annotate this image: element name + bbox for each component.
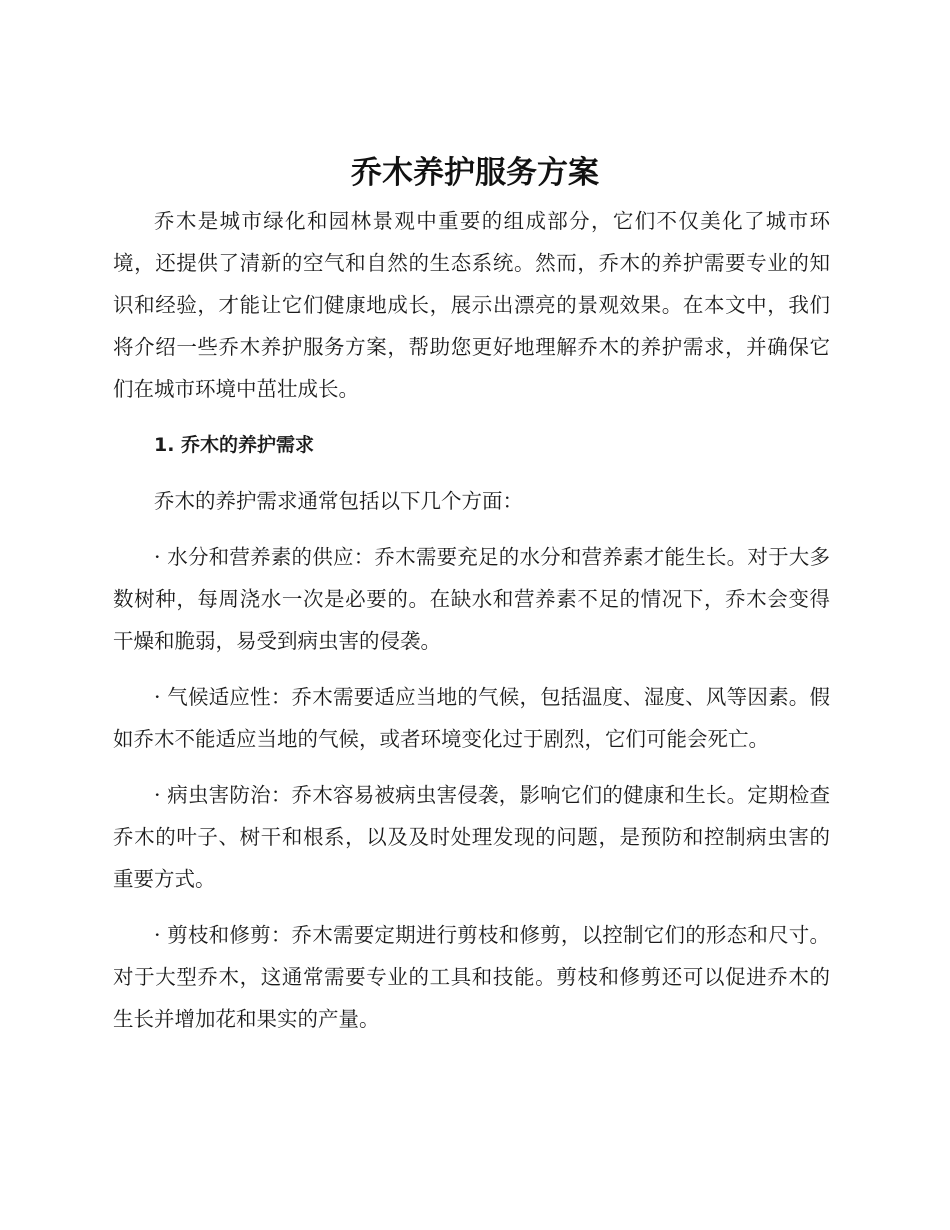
spacer — [113, 522, 830, 536]
intro-paragraph: 乔木是城市绿化和园林景观中重要的组成部分，它们不仅美化了城市环境，还提供了清新的空气和自然的生态系统。然而，乔木的养护需要专业的知识和经验，才能让它们健康地成长，展示出漂亮的景观效果。在本文中，我们将介绍一些乔木养护服务方案，帮助您更好地理解乔木的养护需求，并确保它们在城市环境中茁壮成长。 — [113, 209, 830, 401]
spacer — [113, 662, 830, 676]
list-item-pest-control: · 病虫害防治：乔木容易被病虫害侵袭，影响它们的健康和生长。定期检查乔木的叶子、树干和根系，以及及时处理发现的问题，是预防和控制病虫害的重要方式。 — [113, 783, 830, 891]
spacer — [113, 900, 830, 914]
list-item-pruning: · 剪枝和修剪：乔木需要定期进行剪枝和修剪，以控制它们的形态和尺寸。对于大型乔木，这通常需要专业的工具和技能。剪枝和修剪还可以促进乔木的生长并增加花和果实的产量。 — [113, 923, 830, 1031]
spacer — [113, 760, 830, 774]
spacer — [113, 466, 830, 480]
section-heading-1: 1. 乔木的养护需求 — [154, 434, 315, 456]
list-item-climate-adaptability: · 气候适应性：乔木需要适应当地的气候，包括温度、湿度、风等因素。假如乔木不能适应当地的气候，或者环境变化过于剧烈，它们可能会死亡。 — [113, 685, 830, 751]
list-item-water-nutrients: · 水分和营养素的供应：乔木需要充足的水分和营养素才能生长。对于大多数树种，每周浇水一次是必要的。在缺水和营养素不足的情况下，乔木会变得干燥和脆弱，易受到病虫害的侵袭。 — [113, 545, 830, 653]
section-lead-paragraph: 乔木的养护需求通常包括以下几个方面： — [154, 489, 523, 513]
spacer — [113, 410, 830, 424]
page-title: 乔木养护服务方案 — [351, 155, 599, 191]
document-body — [113, 200, 830, 1040]
